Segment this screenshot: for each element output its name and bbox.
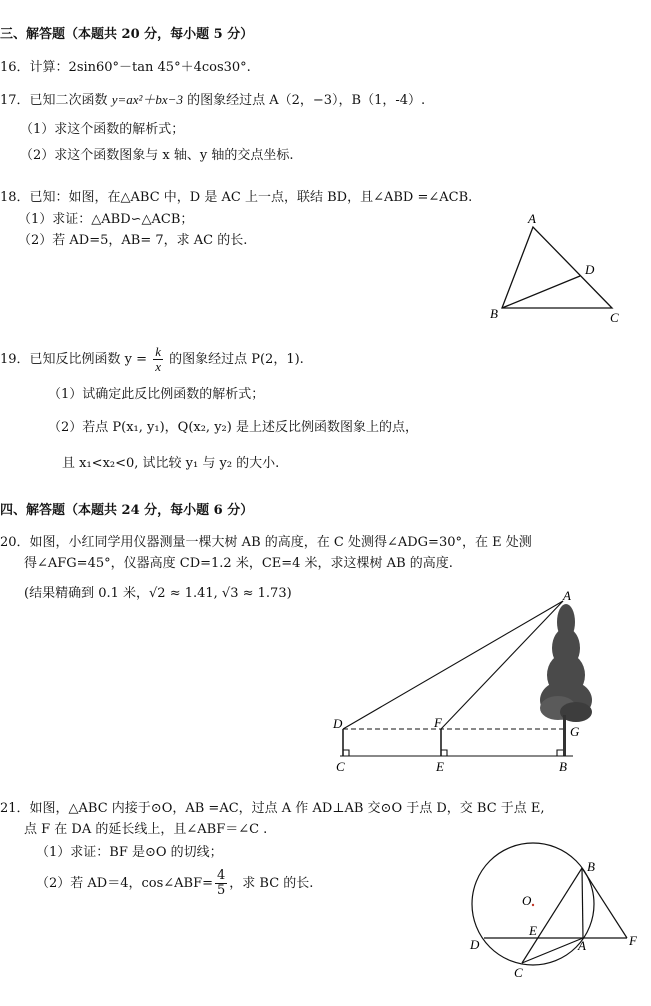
- label-E: E: [529, 923, 537, 938]
- question-21-part-2: （2）若 AD＝4，cos∠ABF= $\frac{4}{5}$ ，求 BC 的长.: [36, 868, 314, 898]
- question-19-part-2: （2）若点 P(x₁, y₁)，Q(x₂, y₂) 是上述反比例函数图象上的点，: [48, 420, 418, 435]
- fraction-4-over-5: $\frac{4}{5}$: [217, 868, 226, 898]
- center-dot: [532, 904, 534, 906]
- question-18-part-2: （2）若 AD=5，AB= 7，求 AC 的长.: [18, 233, 248, 248]
- question-number: 18．: [0, 190, 30, 205]
- fraction-k-over-x: $\frac{k}{x}$: [155, 344, 161, 374]
- question-number: 16．: [0, 60, 30, 75]
- label-O: O: [522, 893, 532, 908]
- label-B: B: [587, 859, 595, 874]
- label-A: A: [528, 211, 536, 226]
- label-D: D: [333, 716, 343, 731]
- question-text: 已知二次函数: [29, 93, 112, 108]
- label-F: F: [434, 715, 442, 730]
- question-17-part-2: （2）求这个函数图象与 x 轴、y 轴的交点坐标.: [20, 148, 294, 163]
- label-C: C: [610, 310, 619, 325]
- label-E: E: [436, 759, 444, 774]
- question-number: 20．: [0, 535, 30, 550]
- question-17-part-1: （1）求这个函数的解析式；: [20, 122, 185, 137]
- label-D: D: [585, 262, 595, 277]
- question-21-line-2: 点 F 在 DA 的延长线上，且∠ABF＝∠C .: [24, 822, 268, 837]
- question-text: 已知反比例函数 y =: [29, 352, 152, 367]
- label-A: A: [563, 588, 571, 603]
- question-21-part-1: （1）求证：BF 是⊙O 的切线；: [36, 845, 223, 860]
- question-text: 如图，小红同学用仪器测量一棵大树 AB 的高度，在 C 处测得∠ADG=30°，在 E 处测: [29, 535, 532, 550]
- question-text: 计算：2sin60°－tan 45°＋4cos30°.: [29, 60, 251, 75]
- label-C: C: [514, 965, 523, 980]
- question-number: 17．: [0, 93, 30, 108]
- question-text: 的图象经过点 A（2，−3），B（1，-4）.: [182, 93, 426, 108]
- question-19-part-1: （1）试确定此反比例函数的解析式；: [48, 387, 265, 402]
- question-number: 19．: [0, 352, 30, 367]
- question-text: 如图，△ABC 内接于⊙O，AB =AC，过点 A 作 AD⊥AB 交⊙O 于点 D，交 BC 于点 E,: [29, 801, 545, 816]
- question-18-part-1: （1）求证：△ABD∽△ACB；: [18, 212, 194, 227]
- question-19-part-2-cont: 且 x₁<x₂<0, 试比较 y₁ 与 y₂ 的大小.: [62, 456, 280, 471]
- question-text: 的图象经过点 P(2，1).: [164, 352, 304, 367]
- question-number: 21．: [0, 801, 30, 816]
- label-B: B: [559, 759, 567, 774]
- question-text: 已知：如图，在△ABC 中，D 是 AC 上一点，联结 BD，且∠ABD =∠ACB.: [29, 190, 473, 205]
- label-F: F: [629, 933, 637, 948]
- quadratic-formula: y=ax²＋bx−3: [111, 92, 183, 107]
- section-heading-3: 三、解答题（本题共 20 分，每小题 5 分）: [0, 27, 254, 42]
- question-20-line-2: 得∠AFG=45°，仪器高度 CD=1.2 米，CE=4 米，求这棵树 AB 的高度.: [24, 556, 453, 571]
- label-B: B: [490, 306, 498, 321]
- label-C: C: [336, 759, 345, 774]
- label-D: D: [470, 937, 480, 952]
- question-20-line-3: (结果精确到 0.1 米，√2 ≈ 1.41, √3 ≈ 1.73): [24, 586, 292, 601]
- section-heading-4: 四、解答题（本题共 24 分，每小题 6 分）: [0, 503, 254, 518]
- label-A: A: [578, 938, 586, 953]
- label-G: G: [570, 724, 580, 739]
